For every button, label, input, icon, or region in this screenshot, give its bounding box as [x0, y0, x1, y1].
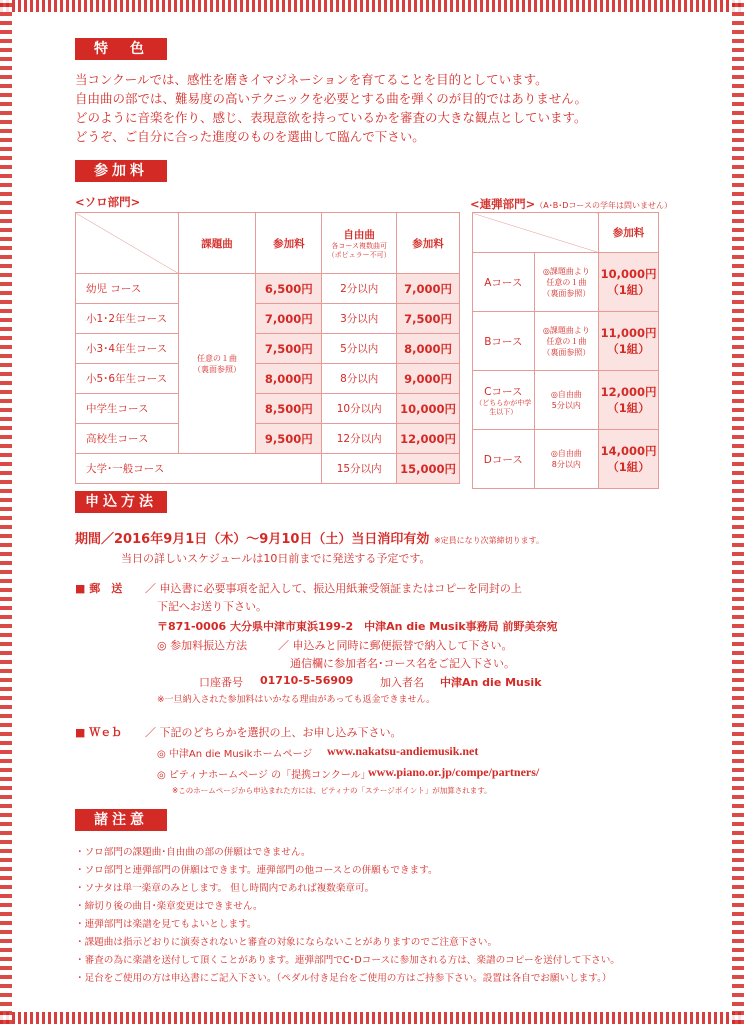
solo-fee2: 10,000円	[397, 394, 460, 424]
note-item: ・審査の為に楽譜を送付して頂くことがあります。連弾部門でC･Dコースに参加される方は、楽譜のコピーを送付して下さい。	[75, 955, 620, 966]
solo-task-note	[178, 274, 256, 454]
duet-fee-unit: （1組）	[607, 283, 650, 297]
duet-fee	[599, 430, 659, 489]
solo-header-free-label: 自由曲	[343, 228, 375, 241]
solo-fee1: 8,000円	[256, 364, 322, 394]
duet-course: Aコース	[473, 253, 535, 312]
solo-fee1: 8,500円	[256, 394, 322, 424]
site2-url[interactable]: www.piano.or.jp/compe/partners/	[368, 765, 540, 779]
duet-desc	[534, 312, 599, 371]
solo-course: 高校生コース	[76, 424, 179, 454]
solo-free: 12分以内	[322, 424, 397, 454]
solo-course: 小3･4年生コース	[76, 334, 179, 364]
note-item: ・締切り後の曲目･楽章変更はできません。	[75, 901, 263, 912]
duet-desc-line: 任意の１曲	[546, 336, 587, 346]
solo-fee2: 15,000円	[397, 454, 460, 484]
solo-course: 小5･6年生コース	[76, 364, 179, 394]
apply-period-note: ※定員になり次第締切ります。	[433, 536, 545, 545]
solo-fee1: 6,500円	[256, 274, 322, 304]
features-line: 当コンクールでは、感性を磨きイマジネーションを育てることを目的としています。	[75, 72, 548, 87]
apply-period-value: ／2016年9月1日（木）～9月10日（土）当日消印有効	[101, 532, 430, 547]
solo-task-note-line: （裏面参照）	[193, 364, 242, 374]
solo-fee-table	[75, 212, 460, 484]
duet-desc-line: 5分以内	[551, 401, 581, 410]
account-label: 口座番号	[199, 676, 243, 689]
note-item: ・ソナタは単一楽章のみとします。 但し時間内であれば複数楽章可。	[75, 883, 375, 894]
note-item: ・ソロ部門の課題曲･自由曲の部の併願はできません。	[75, 847, 311, 858]
transfer-line-2: 通信欄に参加者名･コース名をご記入下さい。	[290, 657, 515, 670]
site-note: ※このホームページから申込まれた方には、ピティナの「ステージポイント」が加算されます。	[172, 786, 492, 795]
web-label: ■ Ｗｅｂ	[75, 726, 123, 739]
duet-fee-amount: 12,000円	[600, 385, 657, 399]
features-line: どうぞ、ご自分に合った進度のものを選曲して臨んで下さい。	[75, 129, 425, 144]
mail-label: ■ 郵 送	[75, 582, 123, 595]
duet-desc	[534, 253, 599, 312]
duet-title-wrap	[470, 196, 672, 212]
solo-course: 大学･一般コース	[76, 454, 322, 484]
duet-fee	[599, 253, 659, 312]
duet-desc-line: ◎課題曲より	[542, 266, 590, 276]
mail-address: 〒871-0006 大分県中津市東浜199-2 中津An die Musik事務局 前野美奈宛	[157, 620, 558, 633]
apply-schedule: 当日の詳しいスケジュールは10日前までに発送する予定です。	[121, 552, 431, 565]
payee-name: 中津An die Musik	[440, 676, 542, 689]
duet-title-note: （A･B･Dコースの学年は問いません）	[535, 201, 673, 210]
solo-title: <ソロ部門>	[75, 195, 141, 209]
duet-course: Dコース	[473, 430, 535, 489]
decorative-border-bottom	[0, 1012, 744, 1024]
solo-fee2: 7,000円	[397, 274, 460, 304]
duet-course	[473, 371, 535, 430]
solo-course: 幼児 コース	[76, 274, 179, 304]
duet-fee-amount: 11,000円	[600, 326, 657, 340]
notes-list	[75, 844, 620, 988]
site1-url[interactable]: www.nakatsu-andiemusik.net	[327, 744, 479, 758]
mail-line-2: 下記へお送り下さい。	[157, 600, 267, 613]
duet-desc-line: 8分以内	[551, 460, 581, 469]
solo-fee2: 8,000円	[397, 334, 460, 364]
apply-period	[75, 528, 544, 547]
solo-free: 10分以内	[322, 394, 397, 424]
duet-fee-amount: 10,000円	[600, 267, 657, 281]
duet-course-label: Cコース	[484, 385, 523, 398]
mail-line-1: ／ 申込書に必要事項を記入して、振込用紙兼受領証またはコピーを同封の上	[145, 582, 522, 595]
duet-fee-amount: 14,000円	[600, 444, 657, 458]
duet-desc-line: ◎自由曲	[550, 390, 582, 399]
decorative-border-left	[0, 0, 12, 1024]
site2-label: ◎ ピティナホームページ の「提携コンクール」	[157, 770, 371, 781]
duet-course-sub: （どちらかが中学生以下）	[475, 398, 532, 416]
solo-header-task: 課題曲	[178, 213, 256, 274]
solo-header-free-note1: 各コース複数曲可	[331, 241, 387, 250]
solo-header-fee1: 参加料	[256, 213, 322, 274]
apply-heading: 申込方法	[75, 491, 167, 513]
decorative-border-right	[732, 0, 744, 1024]
note-item: ・連弾部門は楽譜を見てもよいとします。	[75, 919, 257, 930]
solo-header-free-note2: （ポピュラー不可）	[327, 250, 391, 259]
solo-fee1: 7,000円	[256, 304, 322, 334]
solo-fee2: 7,500円	[397, 304, 460, 334]
solo-free: 3分以内	[322, 304, 397, 334]
payee-label: 加入者名	[380, 676, 424, 689]
solo-free: 8分以内	[322, 364, 397, 394]
decorative-border-top	[0, 0, 744, 12]
account-number: 01710-5-56909	[260, 674, 354, 687]
solo-course: 小1･2年生コース	[76, 304, 179, 334]
solo-task-note-line: 任意の１曲	[197, 353, 238, 363]
duet-fee-unit: （1組）	[607, 342, 650, 356]
features-text	[75, 70, 587, 146]
features-line: 自由曲の部では、難易度の高いテクニックを必要とする曲を弾くのが目的ではありません。	[75, 91, 588, 106]
fee-heading: 参加料	[75, 160, 167, 182]
duet-corner-cell	[473, 213, 599, 253]
duet-fee	[599, 371, 659, 430]
note-item: ・足台をご使用の方は申込書にご記入下さい。（ペダル付き足台をご使用の方はご持参下さい。設置は各自でお願いします。）	[75, 973, 612, 984]
duet-desc-line: ◎自由曲	[550, 449, 582, 458]
transfer-line-1: ／ 申込みと同時に郵便振替で納入して下さい。	[278, 639, 513, 652]
duet-desc-line: （裏面参照）	[542, 347, 591, 357]
solo-fee1: 7,500円	[256, 334, 322, 364]
solo-fee1: 9,500円	[256, 424, 322, 454]
refund-note: ※一旦納入された参加料はいかなる理由があっても返金できません。	[157, 695, 435, 705]
note-item: ・ソロ部門と連弾部門の併願はできます。連弾部門の他コースとの併願もできます。	[75, 865, 438, 876]
apply-period-label: 期間	[75, 532, 102, 547]
duet-desc	[534, 430, 599, 489]
duet-header-fee: 参加料	[599, 213, 659, 253]
solo-free: 5分以内	[322, 334, 397, 364]
duet-fee-unit: （1組）	[607, 460, 650, 474]
duet-desc	[534, 371, 599, 430]
features-heading: 特 色	[75, 38, 167, 60]
solo-header-fee2: 参加料	[397, 213, 460, 274]
site1-label: ◎ 中津An die Musikホームページ	[157, 749, 313, 760]
transfer-label: ◎ 参加料振込方法	[157, 639, 248, 652]
features-line: どのように音楽を作り、感じ、表現意欲を持っているかを審査の大きな観点としています。	[75, 110, 587, 125]
duet-course: Bコース	[473, 312, 535, 371]
solo-course: 中学生コース	[76, 394, 179, 424]
solo-corner-cell	[76, 213, 179, 274]
solo-fee2: 12,000円	[397, 424, 460, 454]
note-item: ・課題曲は指示どおりに演奏されないと審査の対象にならないことがありますのでご注意下さい。	[75, 937, 498, 948]
notes-heading: 諸注意	[75, 809, 167, 831]
duet-desc-line: ◎課題曲より	[542, 325, 590, 335]
web-line-1: ／ 下記のどちらかを選択の上、お申し込み下さい。	[145, 726, 402, 739]
duet-title: <連弾部門>	[470, 197, 536, 211]
duet-desc-line: （裏面参照）	[542, 288, 591, 298]
solo-header-free	[322, 213, 397, 274]
duet-desc-line: 任意の１曲	[546, 277, 587, 287]
solo-free: 2分以内	[322, 274, 397, 304]
duet-fee	[599, 312, 659, 371]
solo-free: 15分以内	[322, 454, 397, 484]
duet-fee-table	[472, 212, 659, 489]
solo-fee2: 9,000円	[397, 364, 460, 394]
duet-fee-unit: （1組）	[607, 401, 650, 415]
